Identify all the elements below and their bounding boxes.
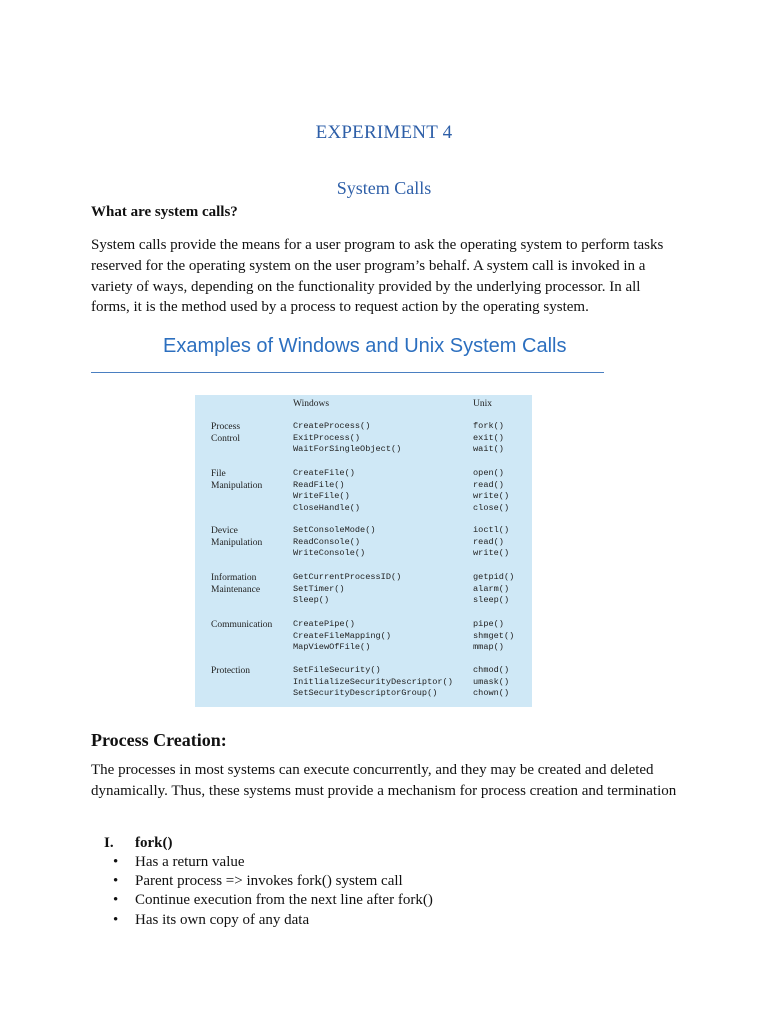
section-title: System Calls xyxy=(336,178,432,198)
bullet-icon: • xyxy=(113,873,119,890)
heading-underline xyxy=(91,372,604,373)
process-creation-heading: Process Creation: xyxy=(91,730,227,750)
table-row-unix-calls: pipe() shmget() mmap() xyxy=(473,619,515,653)
list-item: • Parent process => invokes fork() system call xyxy=(113,872,433,891)
table-row-unix-calls: ioctl() read() write() xyxy=(473,525,510,559)
table-row-category: Device Manipulation xyxy=(211,526,263,548)
question-heading: What are system calls? xyxy=(91,204,238,220)
bullet-icon: • xyxy=(113,892,119,909)
examples-heading: Examples of Windows and Unix System Calls xyxy=(163,335,567,357)
list-item: • Has its own copy of any data xyxy=(113,911,433,930)
fork-title: fork() xyxy=(135,835,173,851)
unix-column-header: Unix xyxy=(473,399,492,409)
system-calls-table xyxy=(195,395,532,707)
table-row-unix-calls: chmod() umask() chown() xyxy=(473,665,510,699)
table-row-windows-calls: CreatePipe() CreateFileMapping() MapViewOfFile() xyxy=(293,619,391,653)
windows-column-header: Windows xyxy=(293,399,330,409)
bullet-icon: • xyxy=(113,854,119,870)
table-row-windows-calls: CreateProcess() ExitProcess() WaitForSingleObject() xyxy=(293,421,402,455)
table-row-category: Protection xyxy=(211,666,251,676)
table-row-unix-calls: open() read() write() close() xyxy=(473,468,510,513)
table-row-windows-calls: CreateFile() ReadFile() WriteFile() CloseHandle() xyxy=(293,468,361,513)
bullet-icon: • xyxy=(113,911,119,928)
fork-heading xyxy=(104,835,173,852)
experiment-title: EXPERIMENT 4 xyxy=(315,122,453,143)
table-row-windows-calls: GetCurrentProcessID() SetTimer() Sleep() xyxy=(293,572,402,606)
table-row-unix-calls: fork() exit() wait() xyxy=(473,421,504,455)
table-row-category: Communication xyxy=(211,620,273,630)
process-creation-paragraph: The processes in most systems can execute concurrently, and they may be created and deleted dynamically. Thus, these systems must provide a mechanism for process creation and termination xyxy=(91,762,677,799)
table-row-category: Information Maintenance xyxy=(211,573,261,595)
list-item: • Has a return value xyxy=(113,853,433,872)
list-item: • Continue execution from the next line after fork() xyxy=(113,891,433,910)
list-numeral: I. xyxy=(104,835,114,851)
intro-paragraph: System calls provide the means for a user program to ask the operating system to perform tasks reserved for the operating system on the user program’s behalf. A system call is invoked in a variety of ways, depending on the functionality provided by the underlying processor. In all forms, it is the method used by a process to request action by the operating system. xyxy=(91,237,664,316)
fork-bullet-list xyxy=(113,853,433,930)
table-row-windows-calls: SetFileSecurity() InitlializeSecurityDescriptor() SetSecurityDescriptorGroup() xyxy=(293,665,453,699)
table-row-category: Process Control xyxy=(211,422,241,444)
table-row-unix-calls: getpid() alarm() sleep() xyxy=(473,572,515,606)
table-row-windows-calls: SetConsoleMode() ReadConsole() WriteConsole() xyxy=(293,525,376,559)
table-row-category: File Manipulation xyxy=(211,469,263,491)
